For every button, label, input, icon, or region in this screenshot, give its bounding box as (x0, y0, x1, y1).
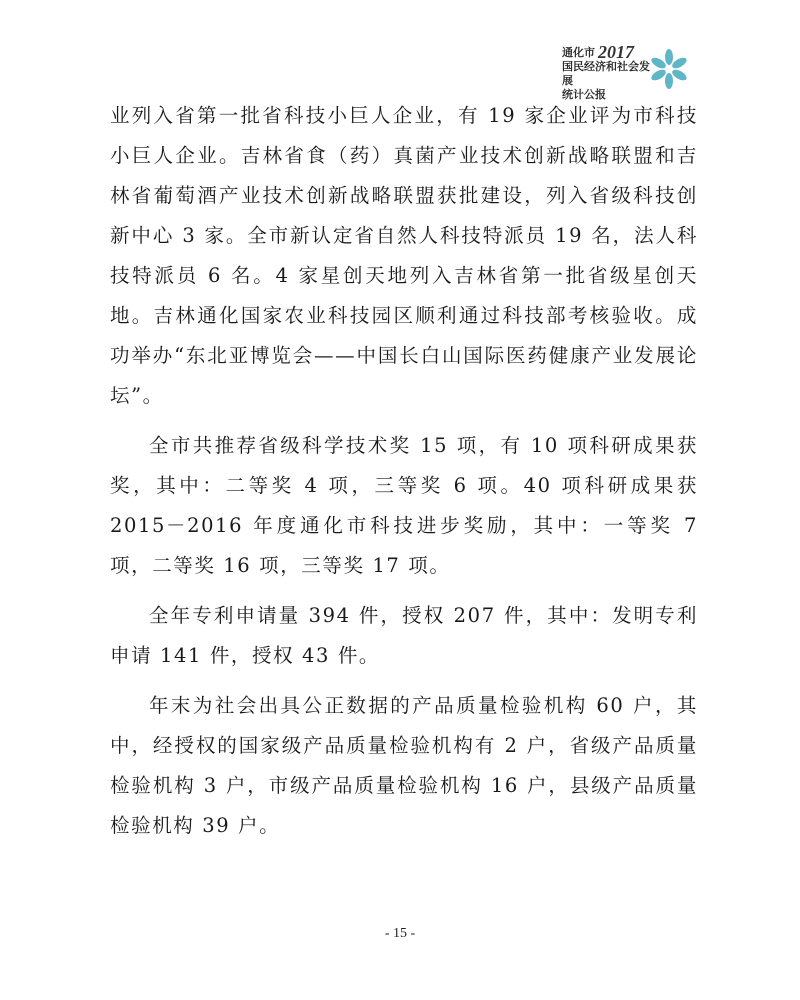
header-line-city: 通化市 (562, 46, 595, 59)
paragraph-quality-inspection: 年末为社会出具公正数据的产品质量检验机构 60 户，其中，经授权的国家级产品质量检验机构有 2 户，省级产品质量检验机构 3 户，市级产品质量检验机构 16 户，县级产品质量检验机构 39 户。 (110, 694, 698, 837)
body-text (110, 96, 698, 846)
report-header (562, 42, 692, 101)
header-year: 2017 (598, 42, 634, 62)
paragraph-science-awards: 全市共推荐省级科学技术奖 15 项，有 10 项科研成果获奖，其中：二等奖 4 项，三等奖 6 项。40 项科研成果获 2015－2016 年度通化市科技进步奖励，其中：一等奖 7 项，二等奖 16 项，三等奖 17 项。 (110, 434, 698, 577)
page-number: - 15 - (384, 926, 416, 941)
paragraph-patents: 全年专利申请量 394 件，授权 207 件，其中：发明专利申请 141 件，授权 43 件。 (110, 604, 698, 667)
paragraph-science-enterprises: 业列入省第一批省科技小巨人企业，有 19 家企业评为市科技小巨人企业。吉林省食（药）真菌产业技术创新战略联盟和吉林省葡萄酒产业技术创新战略联盟获批建设，列入省级科技创新中心 3 家。全市新认定省自然人科技特派员 19 名，法人科技特派员 6 名。4 家星创天地列入吉林省第一批省级星创天地。吉林通化国家农业科技园区顺利通过科技部考核验收。成功举办“东北亚博览会——中国长白山国际医药健康产业发展论坛”。 (110, 104, 698, 407)
header-line-subject: 国民经济和社会发展 (562, 60, 650, 87)
header-line-bulletin: 统计公报 (562, 88, 606, 101)
snowflake-asterisk-icon (648, 48, 690, 90)
